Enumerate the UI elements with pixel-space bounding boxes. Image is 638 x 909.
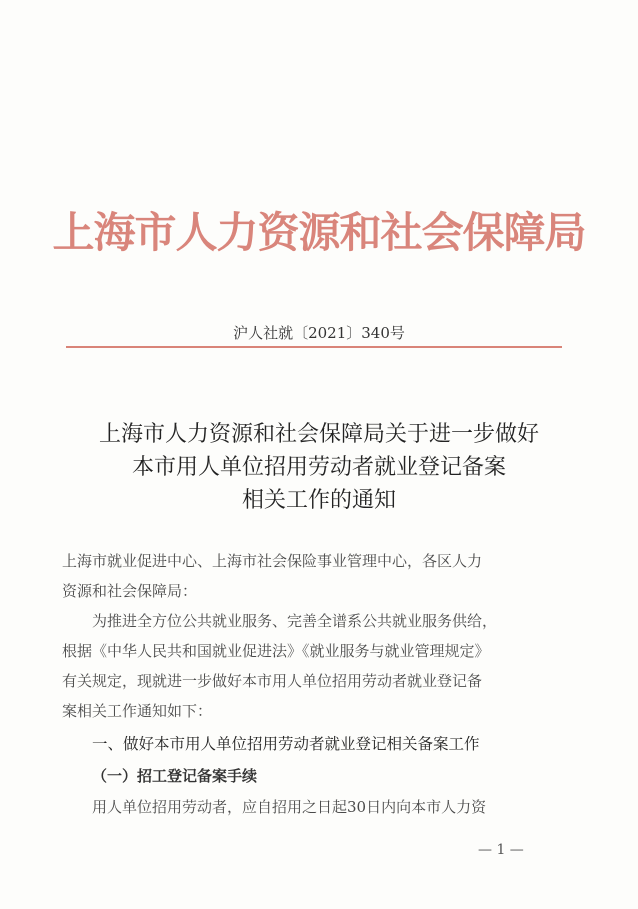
page-number: — 1 — [478,842,524,858]
paragraph-line: 案相关工作通知如下： [62,702,213,720]
paragraph-line: 根据《中华人民共和国就业促进法》《就业服务与就业管理规定》 [62,642,490,660]
subsection-heading: （一）招工登记备案手续 [92,767,258,785]
addressee [62,546,582,606]
title-line: 相关工作的通知 [241,488,396,513]
paragraph-line: 有关规定，现就进一步做好本市用人单位招用劳动者就业登记备 [62,672,483,690]
red-divider [66,346,562,348]
document-number: 沪人社就〔2021〕340号 [233,324,405,342]
paragraph-line: 用人单位招用劳动者，应自招用之日起30日内向本市人力资 [92,798,487,816]
intro-paragraph [62,606,582,726]
document-title [0,418,638,517]
addressee-line: 资源和社会保障局： [62,582,198,600]
title-line: 本市用人单位招用劳动者就业登记备案 [131,455,506,480]
paragraph-line: 为推进全方位公共就业服务、完善全谱系公共就业服务供给， [92,612,498,630]
section-heading: 一、做好本市用人单位招用劳动者就业登记相关备案工作 [92,735,480,753]
org-header: 上海市人力资源和社会保障局 [52,208,586,257]
title-line: 上海市人力资源和社会保障局关于进一步做好 [98,422,539,447]
addressee-line: 上海市就业促进中心、上海市社会保险事业管理中心，各区人力 [62,552,483,570]
